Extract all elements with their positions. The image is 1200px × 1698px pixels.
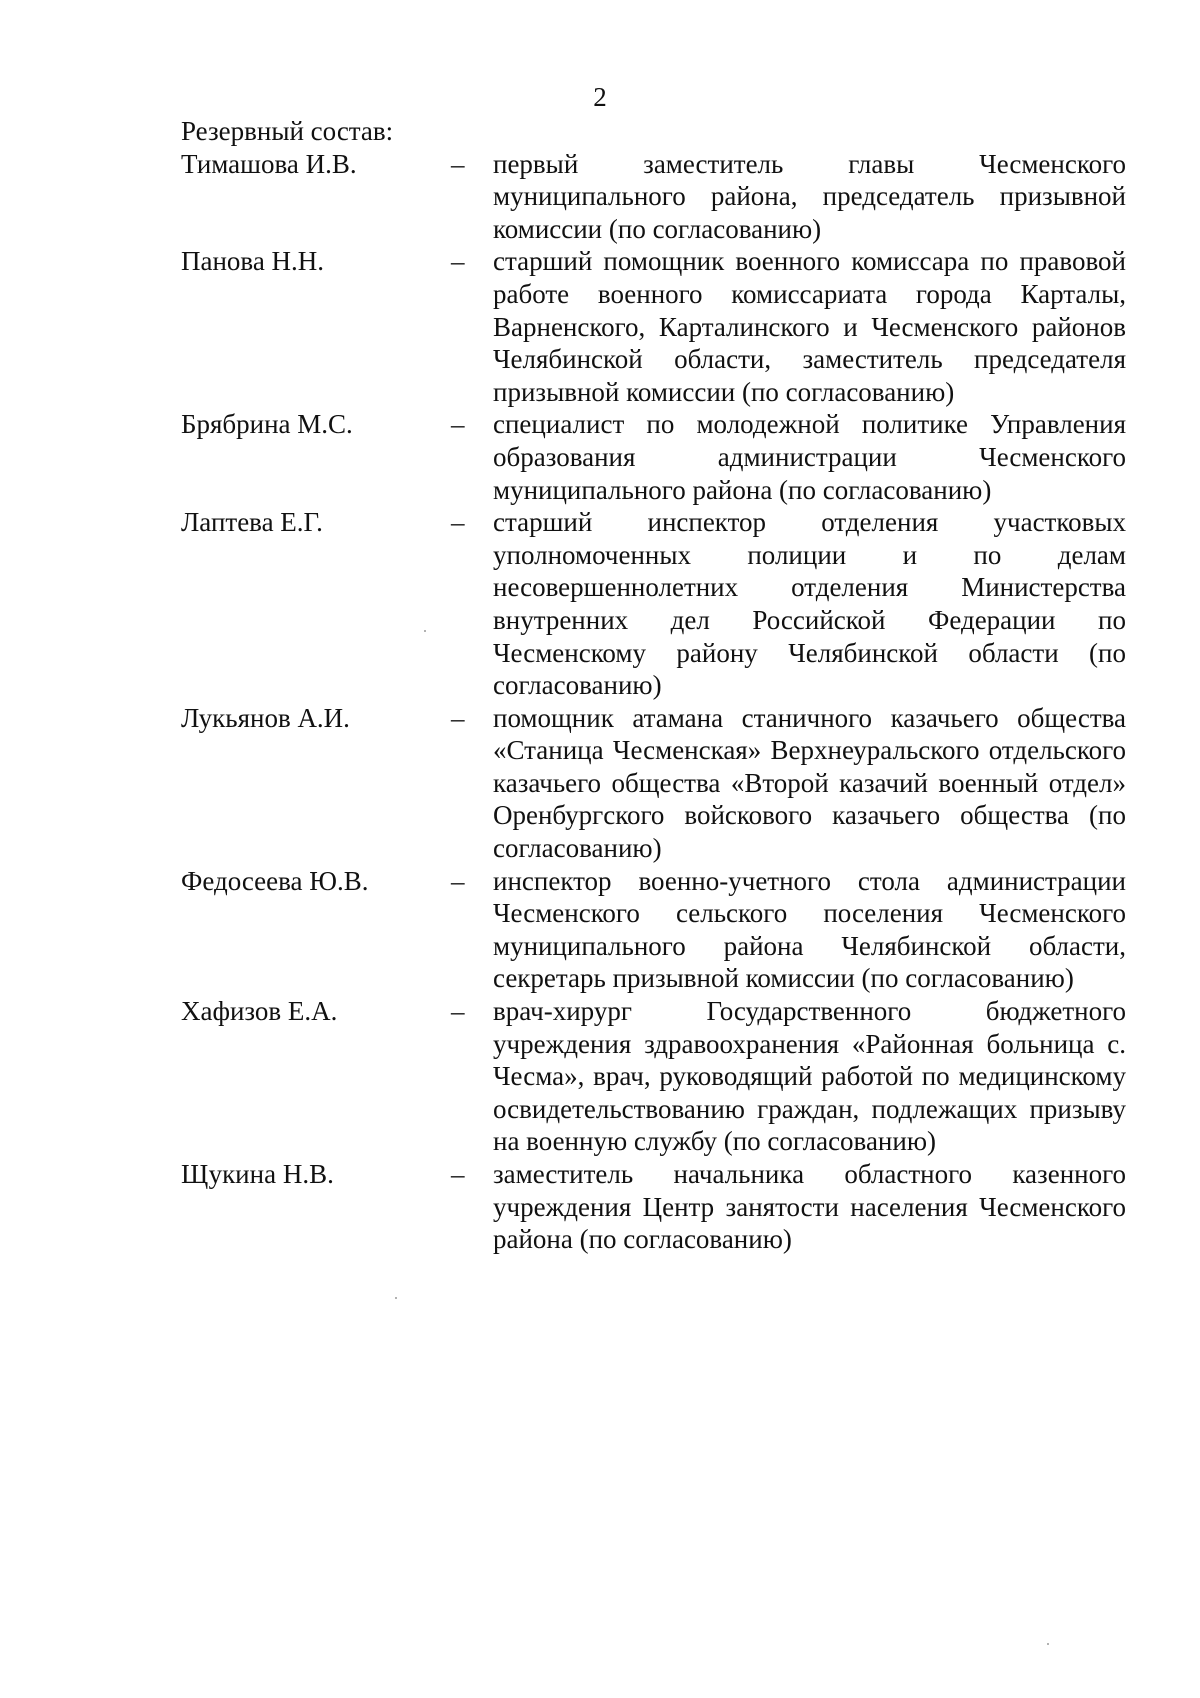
member-role: заместитель начальника областного казенного учреждения Центр занятости населения Чесменского района (по согласованию) bbox=[493, 1159, 1126, 1255]
member-name: Лукьянов А.И. bbox=[181, 702, 350, 733]
member-name: Хафизов Е.А. bbox=[181, 996, 338, 1027]
scan-speck bbox=[424, 630, 426, 632]
dash-separator: – bbox=[451, 409, 465, 440]
committee-list bbox=[181, 115, 1126, 1256]
member-role: первый заместитель главы Чесменского муниципального района, председатель призывной комиссии (по согласованию) bbox=[493, 148, 1126, 244]
member-name: Брябрина М.С. bbox=[181, 409, 353, 440]
list-item bbox=[181, 245, 1126, 408]
list-item bbox=[181, 506, 1126, 702]
scan-speck bbox=[395, 1297, 397, 1299]
member-name: Тимашова И.В. bbox=[181, 148, 357, 179]
list-item bbox=[181, 1158, 1126, 1256]
dash-separator: – bbox=[451, 865, 465, 896]
member-role: врач-хирург Государственного бюджетного учреждения здравоохранения «Районная больница с. Чесма», врач, руководящий работой по медицинскому освидетельствованию граждан, подлежащих призыву на военную службу (по согласованию) bbox=[493, 996, 1126, 1157]
dash-separator: – bbox=[451, 702, 465, 733]
list-item bbox=[181, 408, 1126, 506]
page-number: 2 bbox=[593, 82, 607, 112]
member-role: помощник атамана станичного казачьего общества «Станица Чесменская» Верхнеуральского отдельского казачьего общества «Второй казачий военный отдел» Оренбургского войскового казачьего общества (по согласованию) bbox=[493, 702, 1126, 864]
dash-separator: – bbox=[451, 1159, 465, 1189]
scan-speck bbox=[1047, 1643, 1049, 1645]
list-item bbox=[181, 865, 1126, 995]
dash-separator: – bbox=[451, 148, 465, 179]
dash-separator: – bbox=[451, 246, 465, 277]
member-name: Панова Н.Н. bbox=[181, 246, 325, 277]
member-name: Лаптева Е.Г. bbox=[181, 507, 323, 538]
section-heading: Резервный состав: bbox=[181, 116, 394, 146]
dash-separator: – bbox=[451, 996, 465, 1027]
list-item bbox=[181, 995, 1126, 1158]
member-role: старший помощник военного комиссара по правовой работе военного комиссариата города Карталы, Варненского, Карталинского и Чесменского районов Челябинской области, заместитель председателя призывной комиссии (по согласованию) bbox=[493, 246, 1126, 407]
list-item bbox=[181, 148, 1126, 246]
member-name: Щукина Н.В. bbox=[181, 1159, 334, 1189]
member-name: Федосеева Ю.В. bbox=[181, 865, 369, 896]
member-role: инспектор военно-учетного стола администрации Чесменского сельского поселения Чесменского муниципального района Челябинской области, секретарь призывной комиссии (по согласованию) bbox=[493, 865, 1126, 994]
list-item bbox=[181, 702, 1126, 865]
dash-separator: – bbox=[451, 507, 465, 538]
member-role: специалист по молодежной политике Управления образования администрации Чесменского муниципального района (по согласованию) bbox=[493, 409, 1126, 505]
member-role: старший инспектор отделения участковых уполномоченных полиции и по делам несовершеннолетних отделения Министерства внутренних дел Российской Федерации по Чесменскому району Челябинской области (по согласованию) bbox=[493, 507, 1126, 701]
